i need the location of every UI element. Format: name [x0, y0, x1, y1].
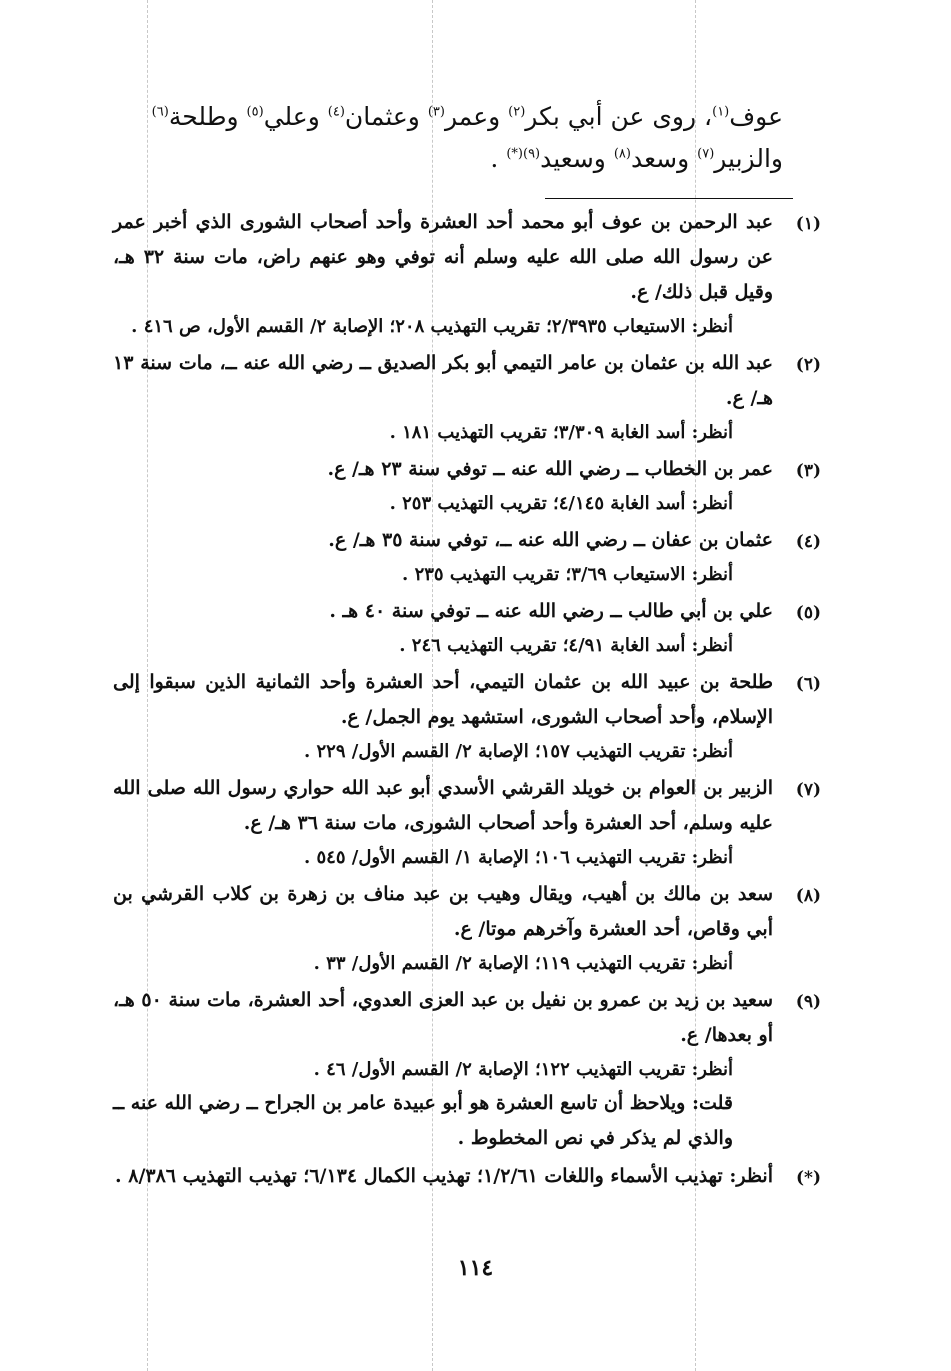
footnote-1 — [113, 205, 821, 343]
footnote-text: الزبير بن العوام بن خويلد القرشي الأسدي أبو عبد الله حواري رسول الله صلى الله عليه وسلم، أحد العشرة وأحد أصحاب الشورى، مات سنة ٣٦ هـ/ ع. — [113, 777, 773, 834]
footnote-number: (٧) — [795, 780, 821, 800]
footnote-reference: أنظر: أسد الغابة ٤/١٤٥؛ تقريب التهذيب ٢٥٣ . — [389, 493, 733, 514]
footnote-mark[interactable]: (*) — [506, 146, 523, 162]
footnote-mark[interactable]: (٢) — [508, 104, 526, 120]
footnote-number: (٥) — [795, 603, 821, 623]
footnote-mark[interactable]: (٥) — [246, 104, 264, 120]
footnote-reference: أنظر: الاستيعاب ٣/٦٩؛ تقريب التهذيب ٢٣٥ . — [402, 564, 733, 585]
footnote-mark[interactable]: (٧) — [697, 146, 715, 162]
footnote-mark[interactable]: (٣) — [427, 104, 445, 120]
footnote-number: (٣) — [795, 461, 821, 481]
footnote-text: علي بن أبي طالب ــ رضي الله عنه ــ توفي سنة ٤٠ هـ . — [329, 600, 773, 622]
footnote-mark[interactable]: (١) — [712, 104, 730, 120]
main-text-segment: وعمر — [444, 102, 509, 131]
footnote-3 — [113, 452, 821, 520]
footnote-text: أنظر: تهذيب الأسماء واللغات ١/٢/٦١؛ تهذيب الكمال ٦/١٣٤؛ تهذيب التهذيب ٨/٣٨٦ . — [115, 1165, 773, 1187]
footnote-reference: أنظر: أسد الغابة ٣/٣٠٩؛ تقريب التهذيب ١٨١ . — [389, 422, 733, 443]
footnote-text: سعيد بن زيد بن عمرو بن نفيل بن عبد العزى العدوي، أحد العشرة، مات سنة ٥٠ هـ، أو بعدها/ ع. — [113, 989, 773, 1046]
footnote-number: (٨) — [795, 886, 821, 906]
footnote-number: (٩) — [795, 992, 821, 1012]
footnote-reference: أنظر: تقريب التهذيب ١٢٢؛ الإصابة ٢/ القسم الأول/ ٤٦ . — [313, 1059, 733, 1080]
footnote-mark[interactable]: (٩) — [522, 146, 541, 162]
footnote-star — [113, 1159, 821, 1195]
footnotes — [113, 205, 821, 1198]
footnote-separator — [545, 198, 793, 199]
footnote-4 — [113, 523, 821, 591]
footnote-reference: أنظر: تقريب التهذيب ١١٩؛ الإصابة ٢/ القسم الأول/ ٣٣ . — [313, 953, 733, 974]
footnote-number: (٢) — [795, 355, 821, 375]
main-text-segment: . — [490, 144, 507, 173]
footnote-text: عبد الرحمن بن عوف أبو محمد أحد العشرة وأحد أصحاب الشورى الذي أخبر عمر عن رسول الله صلى الله عليه وسلم أنه توفي وهو عنهم راض، مات سنة ٣٢ هـ، وقيل قبل ذلك/ ع. — [113, 211, 773, 303]
footnote-6 — [113, 665, 821, 768]
main-text-segment: وسعيد — [540, 144, 614, 173]
footnote-reference: أنظر: تقريب التهذيب ١٠٦؛ الإصابة ١/ القسم الأول/ ٥٤٥ . — [303, 847, 733, 868]
footnote-reference: أنظر: أسد الغابة ٤/٩١؛ تقريب التهذيب ٢٤٦ . — [399, 635, 733, 656]
footnote-note: قلت: ويلاحظ أن تاسع العشرة هو أبو عبيدة عامر بن الجراح ــ رضي الله عنه ــ والذي لم يذكر في نص المخطوط . — [113, 1092, 733, 1149]
footnote-reference: أنظر: الاستيعاب ٢/٣٩٣٥؛ تقريب التهذيب ٢٠٨؛ الإصابة ٢/ القسم الأول، ص ٤١٦ . — [131, 316, 733, 337]
footnote-number: (٤) — [795, 532, 821, 552]
footnote-text: عمر بن الخطاب ــ رضي الله عنه ــ توفي سنة ٢٣ هـ/ ع. — [327, 458, 773, 480]
page-number: ١١٤ — [457, 1255, 494, 1281]
footnote-number: (٦) — [795, 674, 821, 694]
main-text — [113, 96, 783, 180]
footnote-mark[interactable]: (٤) — [327, 104, 345, 120]
footnote-text: طلحة بن عبيد الله بن عثمان التيمي، أحد العشرة وأحد الثمانية الذين سبقوا إلى الإسلام، وأحد أصحاب الشورى، استشهد يوم الجمل/ ع. — [113, 671, 773, 728]
main-text-segment: وعثمان — [344, 102, 428, 131]
main-text-segment: والزبير — [714, 144, 783, 173]
footnote-number: (*) — [796, 1168, 821, 1188]
footnote-reference: أنظر: تقريب التهذيب ١٥٧؛ الإصابة ٢/ القسم الأول/ ٢٢٩ . — [303, 741, 733, 762]
main-text-segment: وطلحة — [168, 102, 247, 131]
main-text-segment: وسعد — [630, 144, 698, 173]
main-text-segment: عوف — [729, 102, 783, 131]
footnote-text: عثمان بن عفان ــ رضي الله عنه ــ، توفي سنة ٣٥ هـ/ ع. — [328, 529, 773, 551]
footnote-9 — [113, 983, 821, 1156]
main-text-segment: ، روى عن أبي بكر — [525, 102, 713, 131]
footnote-text: سعد بن مالك بن أهيب، ويقال وهيب بن عبد مناف بن زهرة بن كلاب القرشي بن أبي وقاص، أحد العشرة وآخرهم موتا/ ع. — [113, 883, 773, 940]
footnote-5 — [113, 594, 821, 662]
footnote-text: عبد الله بن عثمان بن عامر التيمي أبو بكر الصديق ــ رضي الله عنه ــ، مات سنة ١٣ هـ/ ع. — [113, 352, 773, 409]
main-text-segment: وعلي — [263, 102, 328, 131]
footnote-number: (١) — [795, 214, 821, 234]
footnote-mark[interactable]: (٦) — [151, 104, 169, 120]
footnote-8 — [113, 877, 821, 980]
footnote-2 — [113, 346, 821, 449]
footnote-mark[interactable]: (٨) — [613, 146, 631, 162]
footnote-7 — [113, 771, 821, 874]
